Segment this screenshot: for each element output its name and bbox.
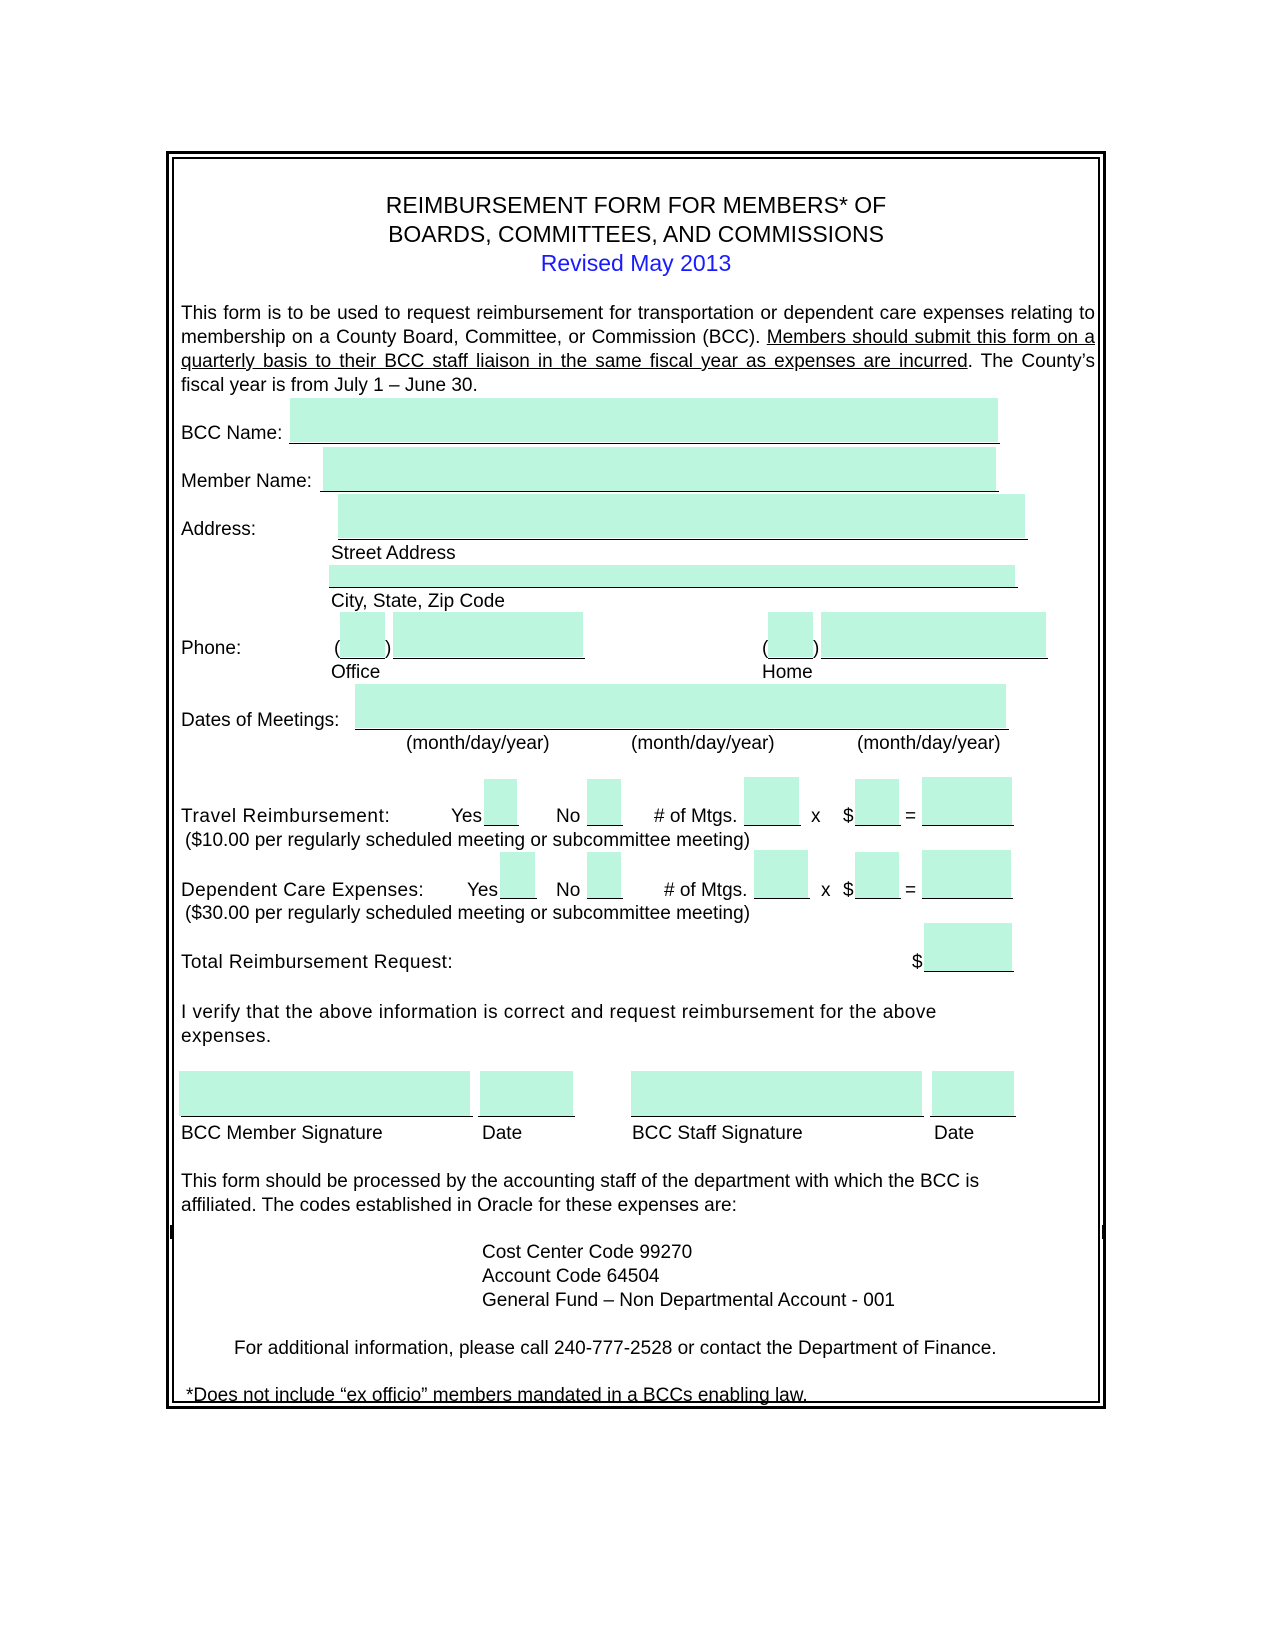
dependent-equals: =: [905, 880, 917, 901]
home-caption: Home: [762, 662, 813, 683]
member-signature-line: [181, 1116, 473, 1117]
staff-date-field[interactable]: [932, 1071, 1014, 1116]
member-date-caption: Date: [482, 1123, 523, 1144]
office-caption: Office: [331, 662, 381, 683]
travel-no-line: [587, 825, 623, 826]
total-label: Total Reimbursement Request:: [181, 952, 454, 973]
dependent-note: ($30.00 per regularly scheduled meeting or subcommittee meeting): [185, 903, 751, 924]
dependent-total-field[interactable]: [922, 850, 1011, 898]
travel-total-field[interactable]: [922, 777, 1012, 825]
phone-label: Phone:: [181, 638, 242, 659]
travel-rate-line: [855, 825, 901, 826]
intro-fiscal-text: . The County’s fiscal year is from July 1 – June 30.: [181, 351, 1095, 396]
dependent-yes-field[interactable]: [500, 852, 535, 898]
cost-center-code: Cost Center Code 99270: [482, 1242, 693, 1263]
travel-total-line: [922, 825, 1014, 826]
home-area-code-line: [768, 658, 813, 659]
travel-mtgs-field[interactable]: [744, 777, 799, 825]
dependent-mtgs-line: [754, 898, 810, 899]
home-phone-field[interactable]: [821, 612, 1046, 657]
total-dollar: $: [912, 952, 923, 973]
processing-line2: affiliated. The codes established in Oracle for these expenses are:: [181, 1195, 737, 1216]
dependent-label: Dependent Care Expenses:: [181, 880, 425, 901]
account-code: Account Code 64504: [482, 1266, 660, 1287]
intro-paragraph: [181, 302, 1095, 398]
city-state-zip-field[interactable]: [329, 565, 1015, 587]
staff-date-caption: Date: [934, 1123, 975, 1144]
member-name-field[interactable]: [323, 447, 996, 491]
dependent-mtgs-label: # of Mtgs.: [664, 880, 748, 901]
revised-date: Revised May 2013: [540, 250, 732, 276]
meeting-dates-field[interactable]: [355, 684, 1006, 728]
dependent-yes-label: Yes: [467, 880, 498, 901]
staff-date-line: [930, 1116, 1016, 1117]
travel-no-label: No: [556, 806, 581, 827]
office-paren-open: (: [334, 638, 341, 659]
dependent-rate-line: [855, 898, 901, 899]
border-tick: [1102, 1225, 1104, 1239]
form-title-line2: BOARDS, COMMITTEES, AND COMMISSIONS: [388, 221, 884, 247]
dependent-yes-line: [500, 898, 537, 899]
intro-text: This form is to be used to request reimbursement for transportation or dependent care expenses relating to membership on a County Board, Committee, or Commission (BCC).: [181, 303, 1095, 348]
city-state-zip-caption: City, State, Zip Code: [331, 591, 505, 612]
bcc-name-label: BCC Name:: [181, 423, 283, 444]
dependent-no-field[interactable]: [587, 852, 621, 898]
general-fund-code: General Fund – Non Departmental Account - 001: [482, 1290, 895, 1311]
contact-info: For additional information, please call 240-777-2528 or contact the Department of Finance.: [234, 1338, 997, 1359]
staff-signature-field[interactable]: [631, 1071, 922, 1116]
travel-rate-field[interactable]: [855, 779, 899, 825]
dependent-no-label: No: [556, 880, 581, 901]
office-phone-line: [393, 658, 585, 659]
bcc-name-field[interactable]: [290, 398, 998, 442]
date-caption-1: (month/day/year): [406, 733, 550, 754]
dependent-mtgs-field[interactable]: [754, 850, 808, 898]
office-area-code-line: [340, 658, 385, 659]
dependent-times: x: [821, 880, 831, 901]
office-paren-close: ): [385, 638, 392, 659]
travel-mtgs-label: # of Mtgs.: [654, 806, 738, 827]
street-address-line: [338, 539, 1028, 540]
date-caption-3: (month/day/year): [857, 733, 1001, 754]
travel-yes-label: Yes: [451, 806, 482, 827]
office-phone-field[interactable]: [393, 612, 583, 657]
city-state-zip-line: [329, 587, 1018, 588]
verify-line2: expenses.: [181, 1026, 272, 1047]
staff-signature-caption: BCC Staff Signature: [632, 1123, 803, 1144]
dependent-no-line: [587, 898, 623, 899]
office-area-code-field[interactable]: [340, 612, 385, 657]
member-signature-caption: BCC Member Signature: [181, 1123, 383, 1144]
staff-signature-line: [631, 1116, 924, 1117]
home-area-code-field[interactable]: [768, 612, 813, 657]
home-paren-close: ): [813, 638, 820, 659]
travel-label: Travel Reimbursement:: [181, 806, 391, 827]
footnote: *Does not include “ex officio” members mandated in a BCCs enabling law.: [186, 1385, 808, 1406]
travel-note: ($10.00 per regularly scheduled meeting or subcommittee meeting): [185, 830, 751, 851]
address-label: Address:: [181, 519, 256, 540]
meeting-dates-line: [355, 729, 1009, 730]
member-name-label: Member Name:: [181, 471, 312, 492]
form-title-line1: REIMBURSEMENT FORM FOR MEMBERS* OF: [385, 192, 887, 218]
travel-dollar: $: [843, 806, 854, 827]
intro-underlined-text: Members should submit this form on a quarterly basis to their BCC staff liaison in the same fiscal year as expenses are incurred: [181, 327, 1095, 372]
member-date-line: [478, 1116, 575, 1117]
dependent-rate-field[interactable]: [855, 852, 899, 898]
member-date-field[interactable]: [480, 1071, 573, 1116]
travel-yes-field[interactable]: [484, 779, 517, 825]
travel-yes-line: [484, 825, 519, 826]
street-address-caption: Street Address: [331, 543, 456, 564]
bcc-name-line: [289, 443, 1000, 444]
member-name-line: [320, 491, 999, 492]
travel-times: x: [811, 806, 821, 827]
dependent-total-line: [922, 898, 1013, 899]
home-paren-open: (: [762, 638, 769, 659]
travel-no-field[interactable]: [587, 779, 621, 825]
processing-line1: This form should be processed by the accounting staff of the department with which the BCC is: [181, 1171, 980, 1192]
total-request-line: [924, 971, 1014, 972]
member-signature-field[interactable]: [179, 1071, 470, 1116]
home-phone-line: [821, 658, 1048, 659]
border-tick: [170, 1225, 172, 1239]
street-address-field[interactable]: [338, 494, 1025, 538]
travel-equals: =: [905, 806, 917, 827]
travel-mtgs-line: [744, 825, 801, 826]
total-request-field[interactable]: [924, 923, 1012, 971]
dates-label: Dates of Meetings:: [181, 710, 340, 731]
date-caption-2: (month/day/year): [631, 733, 775, 754]
dependent-dollar: $: [843, 880, 854, 901]
verify-line1: I verify that the above information is correct and request reimbursement for the above: [181, 1002, 937, 1023]
